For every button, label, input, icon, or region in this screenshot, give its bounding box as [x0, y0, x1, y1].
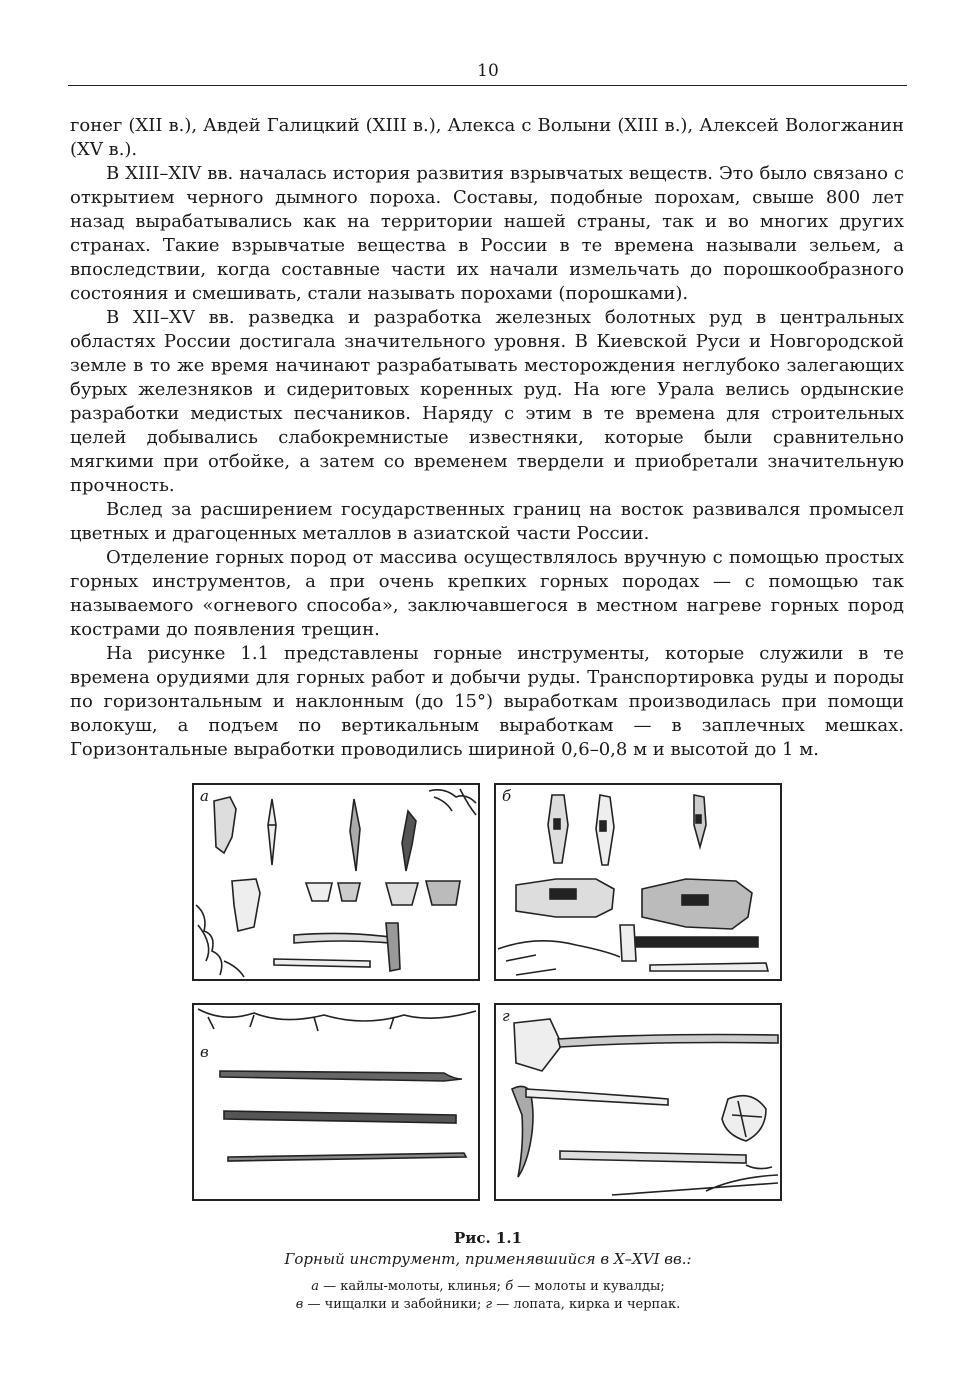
legend-text-b: — молоты и кувалды; — [513, 1279, 665, 1294]
legend-line-1 — [0, 1278, 976, 1296]
legend-key-b: б — [505, 1279, 514, 1294]
paragraph-4: Вслед за расширением государственных границ на восток развивался промысел цветных и драгоценных металлов в азиатской части России. — [70, 499, 904, 544]
paragraph-6: На рисунке 1.1 представлены горные инструменты, которые служили в те времена орудиями для горных работ и добычи руды. Транспортировка руды и породы по горизонтальным и наклонным (до 15°) выработкам производилась при помощи волокуш, а подъем по вертикальным выработкам — в заплечных мешках. Горизонтальные выработки проводились шириной 0,6–0,8 м и высотой до 1 м. — [70, 643, 904, 760]
legend-text-v: — чищалки и забойники; — [303, 1297, 486, 1312]
legend-line-2 — [0, 1296, 976, 1314]
panel-a-label: а — [200, 787, 209, 805]
picks-wedges-illustration — [194, 785, 478, 979]
body-text — [70, 114, 904, 762]
hammers-illustration — [496, 785, 780, 979]
scrapers-illustration — [194, 1005, 478, 1203]
paragraph-1: гонег (XII в.), Авдей Галицкий (XIII в.), Алекса с Волыни (XIII в.), Алексей Вологжанин (XV в.). — [70, 115, 904, 160]
paragraph-2: В XIII–XIV вв. началась история развития взрывчатых веществ. Это было связано с открытием черного дымного пороха. Составы, подобные порохам, свыше 800 лет назад вырабатывались как на территории нашей страны, так и во многих других странах. Такие взрывчатые вещества в России в те времена называли зельем, а впоследствии, когда составные части их начали измельчать до порошкообразного состояния и смешивать, стали называть порохами (порошками). — [70, 163, 904, 304]
shovel-pick-scoop-illustration — [496, 1005, 780, 1203]
page-number: 10 — [477, 61, 499, 81]
panel-v — [192, 1003, 480, 1201]
panel-v-label: в — [200, 1043, 209, 1061]
caption-title: Рис. 1.1 — [453, 1229, 523, 1247]
caption-legend — [0, 1278, 976, 1314]
legend-text-a: — кайлы-молоты, клинья; — [319, 1279, 506, 1294]
legend-text-g: — лопата, кирка и черпак. — [492, 1297, 681, 1312]
paragraph-5: Отделение горных пород от массива осуществлялось вручную с помощью простых горных инструментов, а при очень крепких горных породах — с помощью так называемого «огневого способа», заключавшегося в местном нагреве горных пород кострами до появления трещин. — [70, 547, 904, 640]
panel-g-label: г — [502, 1007, 510, 1025]
panel-b-label: б — [502, 787, 512, 805]
panel-b — [494, 783, 782, 981]
figure-caption — [0, 1228, 976, 1314]
panel-a — [192, 783, 480, 981]
caption-subtitle: Горный инструмент, применявшийся в X–XVI вв.: — [284, 1250, 692, 1268]
header-rule — [68, 85, 907, 86]
figure-mining-tools — [192, 783, 784, 1207]
legend-key-a: а — [311, 1279, 320, 1294]
legend-key-v: в — [295, 1297, 304, 1312]
paragraph-3: В XII–XV вв. разведка и разработка железных болотных руд в центральных областях России достигала значительного уровня. В Киевской Руси и Новгородской земле в то же время начинают разрабатывать месторождения неглубоко залегающих бурых железняков и сидеритовых коренных руд. На юге Урала велись ордынские разработки медистых песчаников. Наряду с этим в те времена для строительных целей добывались слабокремнистые известняки, которые были сравнительно мягкими при отбойке, а затем со временем твердели и приобретали значительную прочность. — [70, 307, 904, 496]
panel-g — [494, 1003, 782, 1201]
legend-key-g: г — [485, 1297, 493, 1312]
